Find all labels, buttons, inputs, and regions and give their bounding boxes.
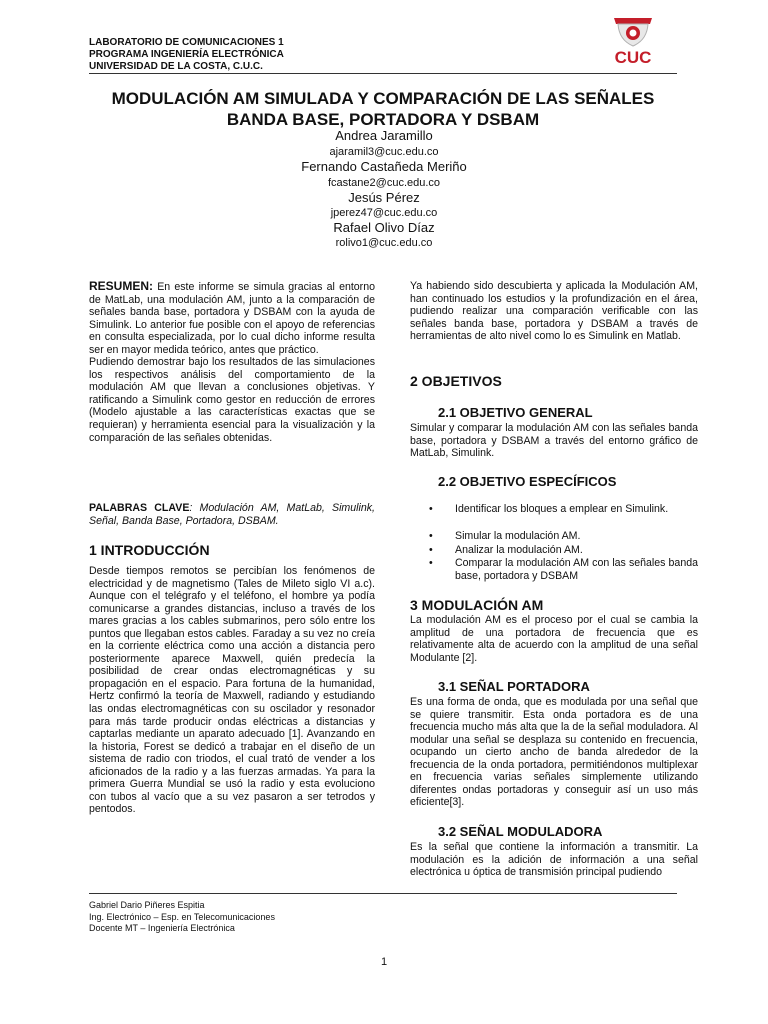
footer-line: Ing. Electrónico – Esp. en Telecomunicaciones bbox=[89, 911, 275, 922]
author-name: Jesús Pérez bbox=[348, 190, 420, 205]
author-name: Andrea Jaramillo bbox=[335, 128, 433, 143]
intro-text: Desde tiempos remotos se percibían los fenómenos de electricidad y de magnetismo (Tales de Mileto siglo VI a.c). Aunque con el telégrafo y el teléfono, el hombre ya podía comunicarse a grandes distancias, incluso a través de los mares gracias a los cables submarinos, pero sólo entre los puntos que llegaban estos cables. Faraday a su vez no creía en la corriente eléctrica como una acción a distancia pero posteriormente aparece Maxwell, quién predecía la posibilidad de crear ondas electromagnéticas y su propagación en el espacio. Para fortuna de la humanidad, Hertz confirmó la teoría de Maxwell, radiando y estudiando las ondas electromagnéticas con su oscilador y resonador para más tarde producir ondas eléctricas a distancias y captarlas mediante un aparato adecuado [1]. Avanzando en la historia, Forest se dedicó a trabajar en el diseño de un sistema de radio con triodos, el cual trató de vender a los aficionados de la radio y a las fuerzas armadas. Ya para la primera Guerra Mundial se usó la radio y esta evoluciono con tubos al vacío que a su vez pasaron a ser tetrodos y pentodos. bbox=[89, 565, 375, 816]
subsection-heading: 2.1 OBJETIVO GENERAL bbox=[438, 405, 593, 420]
keywords-text: : Modulación AM, MatLab, Simulink, Señal, Banda Base, Portadora, DSBAM. bbox=[89, 502, 375, 527]
keywords bbox=[89, 502, 375, 527]
subsection-heading: 2.2 OBJETIVO ESPECÍFICOS bbox=[438, 474, 617, 489]
header-rule bbox=[89, 73, 677, 74]
abstract-text-2: Pudiendo demostrar bajo los resultados de las simulaciones los respectivos análisis del comportamiento de la modulación AM que llevan a conclusiones objetivas. Y ratificando a Simulink como gestor en reducción de errores (Modelo ajustable a las características exactas que se requieran) y herramienta esencial para la visualización y la comparación de las señales obtenidas. bbox=[89, 356, 375, 444]
list-item: • Analizar la modulación AM. bbox=[455, 544, 698, 557]
running-header bbox=[89, 37, 284, 73]
footer-line: Docente MT – Ingeniería Electrónica bbox=[89, 923, 235, 933]
list-item: • Comparar la modulación AM con las señales banda base, portadora y DSBAM bbox=[455, 557, 698, 582]
list-item: • Identificar los bloques a emplear en Simulink. bbox=[455, 503, 698, 516]
cuc-logo bbox=[600, 14, 666, 66]
logo-text: CUC bbox=[614, 48, 652, 66]
footer-rule bbox=[89, 893, 677, 894]
author-email: jperez47@cuc.edu.co bbox=[330, 207, 438, 219]
author-name: Fernando Castañeda Meriño bbox=[301, 159, 467, 174]
title-line-1: MODULACIÓN AM SIMULADA Y COMPARACIÓN DE LAS SEÑALES bbox=[111, 89, 655, 108]
header-program: PROGRAMA INGENIERÍA ELECTRÓNICA bbox=[89, 49, 284, 60]
section-heading: 1 INTRODUCCIÓN bbox=[89, 542, 210, 558]
header-lab: LABORATORIO DE COMUNICACIONES 1 bbox=[89, 37, 284, 48]
section-heading: 3 MODULACIÓN AM bbox=[410, 597, 544, 613]
abstract-label: RESUMEN: bbox=[89, 279, 154, 293]
keywords-label: PALABRAS CLAVE bbox=[89, 502, 190, 514]
am-text: La modulación AM es el proceso por el cual se cambia la amplitud de una portadora de frecuencia que es relativamente alta de acuerdo con la amplitud de una señal Modulante [2]. bbox=[410, 614, 698, 664]
carrier-text: Es una forma de onda, que es modulada por una señal que se quiere transmitir. Esta onda portadora es de una frecuencia mucho más alta que la de la señal moduladora. Al modular una señal se desplaza su contenido en frecuencia, ocupando un cierto ancho de banda alrededor de la frecuencia de la onda portadora, permitiéndonos multiplexar en frecuencia varias señales simplemente utilizando diferentes ondas portadoras y conseguir así un uso más eficiente[3]. bbox=[410, 696, 698, 809]
author-email: fcastane2@cuc.edu.co bbox=[327, 177, 441, 189]
subsection-heading: 3.2 SEÑAL MODULADORA bbox=[438, 824, 603, 839]
general-objective-text: Simular y comparar la modulación AM con las señales banda base, portadora y DSBAM a través del entorno gráfico de MatLab, Simulink. bbox=[410, 422, 698, 460]
footer-line: Gabriel Dario Piñeres Espitia bbox=[89, 900, 205, 910]
list-item: • Simular la modulación AM. bbox=[455, 530, 698, 543]
header-university: UNIVERSIDAD DE LA COSTA, C.U.C. bbox=[89, 61, 263, 72]
author-email: ajaramil3@cuc.edu.co bbox=[329, 146, 439, 158]
author-name: Rafael Olivo Díaz bbox=[333, 220, 435, 235]
abstract-text: En este informe se simula gracias al entorno de MatLab, una modulación AM, junto a la comparación de señales banda base, portadora y DSBAM con la ayuda de Simulink. Lo anterior fue posible con el apoyo de referencias en consulta especializada, por lo cual dicho informe resulta ser en mayor medida teórico, antes que práctico. bbox=[89, 281, 375, 356]
paper-title bbox=[89, 88, 677, 130]
right-intro-text: Ya habiendo sido descubierta y aplicada la Modulación AM, han continuado los estudios y la profundización en el área, pudiendo realizar una comparación verificable con las señales banda base, portadora y DSBAM a través de herramientas de alto nivel como lo es Simulink en Matlab. bbox=[410, 280, 698, 343]
abstract bbox=[89, 280, 375, 444]
author-email: rolivo1@cuc.edu.co bbox=[335, 237, 433, 249]
subsection-heading: 3.1 SEÑAL PORTADORA bbox=[438, 679, 590, 694]
title-line-2: BANDA BASE, PORTADORA Y DSBAM bbox=[226, 110, 540, 129]
footer bbox=[89, 900, 275, 935]
page-number: 1 bbox=[380, 956, 388, 968]
section-heading: 2 OBJETIVOS bbox=[410, 373, 502, 389]
modulating-text: Es la señal que contiene la información a transmitir. La modulación es la adición de información a una señal electrónica u óptica de transmisión principal pudiendo bbox=[410, 841, 698, 879]
